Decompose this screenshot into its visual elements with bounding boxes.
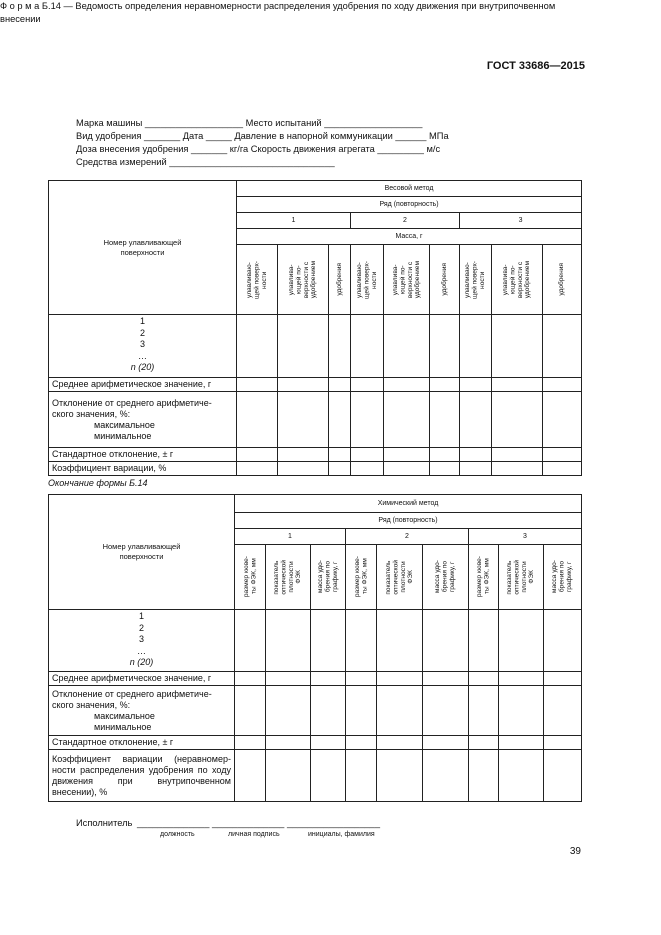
subcol-cuvette-size: размер кюве- ты ФЭК, мм: [476, 556, 491, 598]
replicate-1-header: 1: [237, 213, 351, 229]
method-header: Весовой метод: [237, 181, 582, 197]
row-mean: Среднее арифметическое значение, г: [49, 378, 237, 392]
replicate-group-header: Ряд (повторность): [237, 197, 582, 213]
form-title-prefix: Ф о р м а: [0, 1, 40, 11]
row-number: 2: [139, 327, 145, 338]
signature-line: ______________ ______________ __________________: [137, 818, 381, 828]
subcol-fertilizer: удобрения: [558, 263, 566, 296]
weight-method-table: [48, 180, 582, 476]
replicate-3-header: 3: [469, 529, 582, 545]
row-deviation-min: минимальное: [94, 721, 152, 732]
row-deviation: [49, 392, 237, 448]
signature-sign-caption: личная подпись: [228, 831, 280, 838]
subcol-surface: улавливаю- щей поверх- ности: [245, 260, 268, 299]
row-mean: Среднее арифметическое значение, г: [49, 672, 235, 686]
row-deviation-min: минимальное: [94, 430, 152, 441]
page-number: 39: [569, 846, 581, 857]
row-std: Стандартное отклонение, ± г: [49, 736, 235, 750]
row-number: 3: [138, 634, 144, 644]
field-instruments: Средства измерений ________________________________: [76, 157, 335, 167]
row-deviation-label: Отклонение от среднего арифметиче-ского значения, %:: [52, 397, 212, 419]
row-deviation-max: максимальное: [94, 710, 155, 721]
replicate-group-header: Ряд (повторность): [235, 513, 582, 529]
row-number: 2: [138, 622, 144, 633]
subcol-surface-with-fertilizer: улавлива- ющей по- верхности с удобрением: [502, 260, 532, 299]
row-number: …: [138, 350, 147, 361]
column-header-number: Номер улавливающей поверхности: [49, 181, 237, 315]
signature-initials-caption: инициалы, фамилия: [308, 831, 375, 838]
subcol-fertilizer-mass: масса удо- брения по графику, г: [551, 560, 574, 594]
row-cv: Коэффициент вариации (неравномер-ности распределения удобрения по ходу движения при внутрипочвенном внесении), %: [49, 750, 235, 802]
document-id: ГОСТ 33686—2015: [486, 60, 585, 72]
field-machine: Марка машины ___________________ Место испытаний ___________________: [76, 118, 423, 128]
row-number: 1: [139, 316, 145, 326]
column-header-number: Номер улавливающей поверхности: [49, 495, 235, 610]
row-cv: Коэффициент вариации, %: [49, 462, 237, 476]
row-numbers-cell: [49, 315, 237, 378]
signature-label: Исполнитель: [76, 818, 133, 828]
mass-header: Масса, г: [237, 229, 582, 245]
replicate-2-header: 2: [351, 213, 460, 229]
subcol-optical-density: показатель оптической плотности ФЭК: [384, 559, 414, 595]
row-deviation-max: максимальное: [94, 419, 155, 430]
form-title: [0, 0, 566, 26]
row-deviation-label: Отклонение от среднего арифметиче-ского значения, %:: [52, 688, 212, 710]
row-number: …: [137, 645, 146, 656]
replicate-1-header: 1: [235, 529, 346, 545]
subcol-surface-with-fertilizer: улавлива- ющей по- верхности с удобрением: [391, 260, 421, 299]
subcol-fertilizer-mass: масса удо- брения по графику, г: [316, 560, 339, 594]
row-number: n (20): [129, 657, 154, 667]
field-dose: Доза внесения удобрения _______ кг/га Скорость движения агрегата _________ м/с: [76, 144, 441, 154]
row-numbers-cell: [49, 610, 235, 672]
subcol-fertilizer: удобрения: [335, 263, 343, 296]
row-number: 3: [139, 339, 145, 349]
row-number: 1: [138, 611, 144, 621]
subcol-surface: улавливаю- щей поверх- ности: [464, 260, 487, 299]
subcol-fertilizer: удобрения: [440, 263, 448, 296]
subcol-optical-density: показатель оптической плотности ФЭК: [506, 559, 536, 595]
field-fertilizer: Вид удобрения _______ Дата _____ Давление в напорной коммуникации ______ МПа: [76, 131, 449, 141]
subcol-cuvette-size: размер кюве- ты ФЭК, мм: [242, 556, 257, 598]
subcol-cuvette-size: размер кюве- ты ФЭК, мм: [353, 556, 368, 598]
chemical-method-table: [48, 494, 582, 802]
signature-position-caption: должность: [160, 831, 195, 838]
row-deviation: [49, 686, 235, 736]
form-title-text: Б.14 — Ведомость определения неравномерности распределения удобрения по ходу движения при внутрипочвенном внесении: [0, 1, 556, 24]
subcol-surface: улавливаю- щей поверх- ности: [355, 260, 378, 299]
method-header: Химический метод: [235, 495, 582, 513]
replicate-2-header: 2: [346, 529, 469, 545]
row-std: Стандартное отклонение, ± г: [49, 448, 237, 462]
replicate-3-header: 3: [460, 213, 582, 229]
subcol-surface-with-fertilizer: улавлива- ющей по- верхности с удобрением: [288, 260, 318, 299]
form-continuation-title: Окончание формы Б.14: [48, 478, 148, 488]
subcol-fertilizer-mass: масса удо- брения по графику, г: [434, 560, 457, 594]
subcol-optical-density: показатель оптической плотности ФЭК: [273, 559, 303, 595]
row-number: n (20): [130, 362, 155, 372]
